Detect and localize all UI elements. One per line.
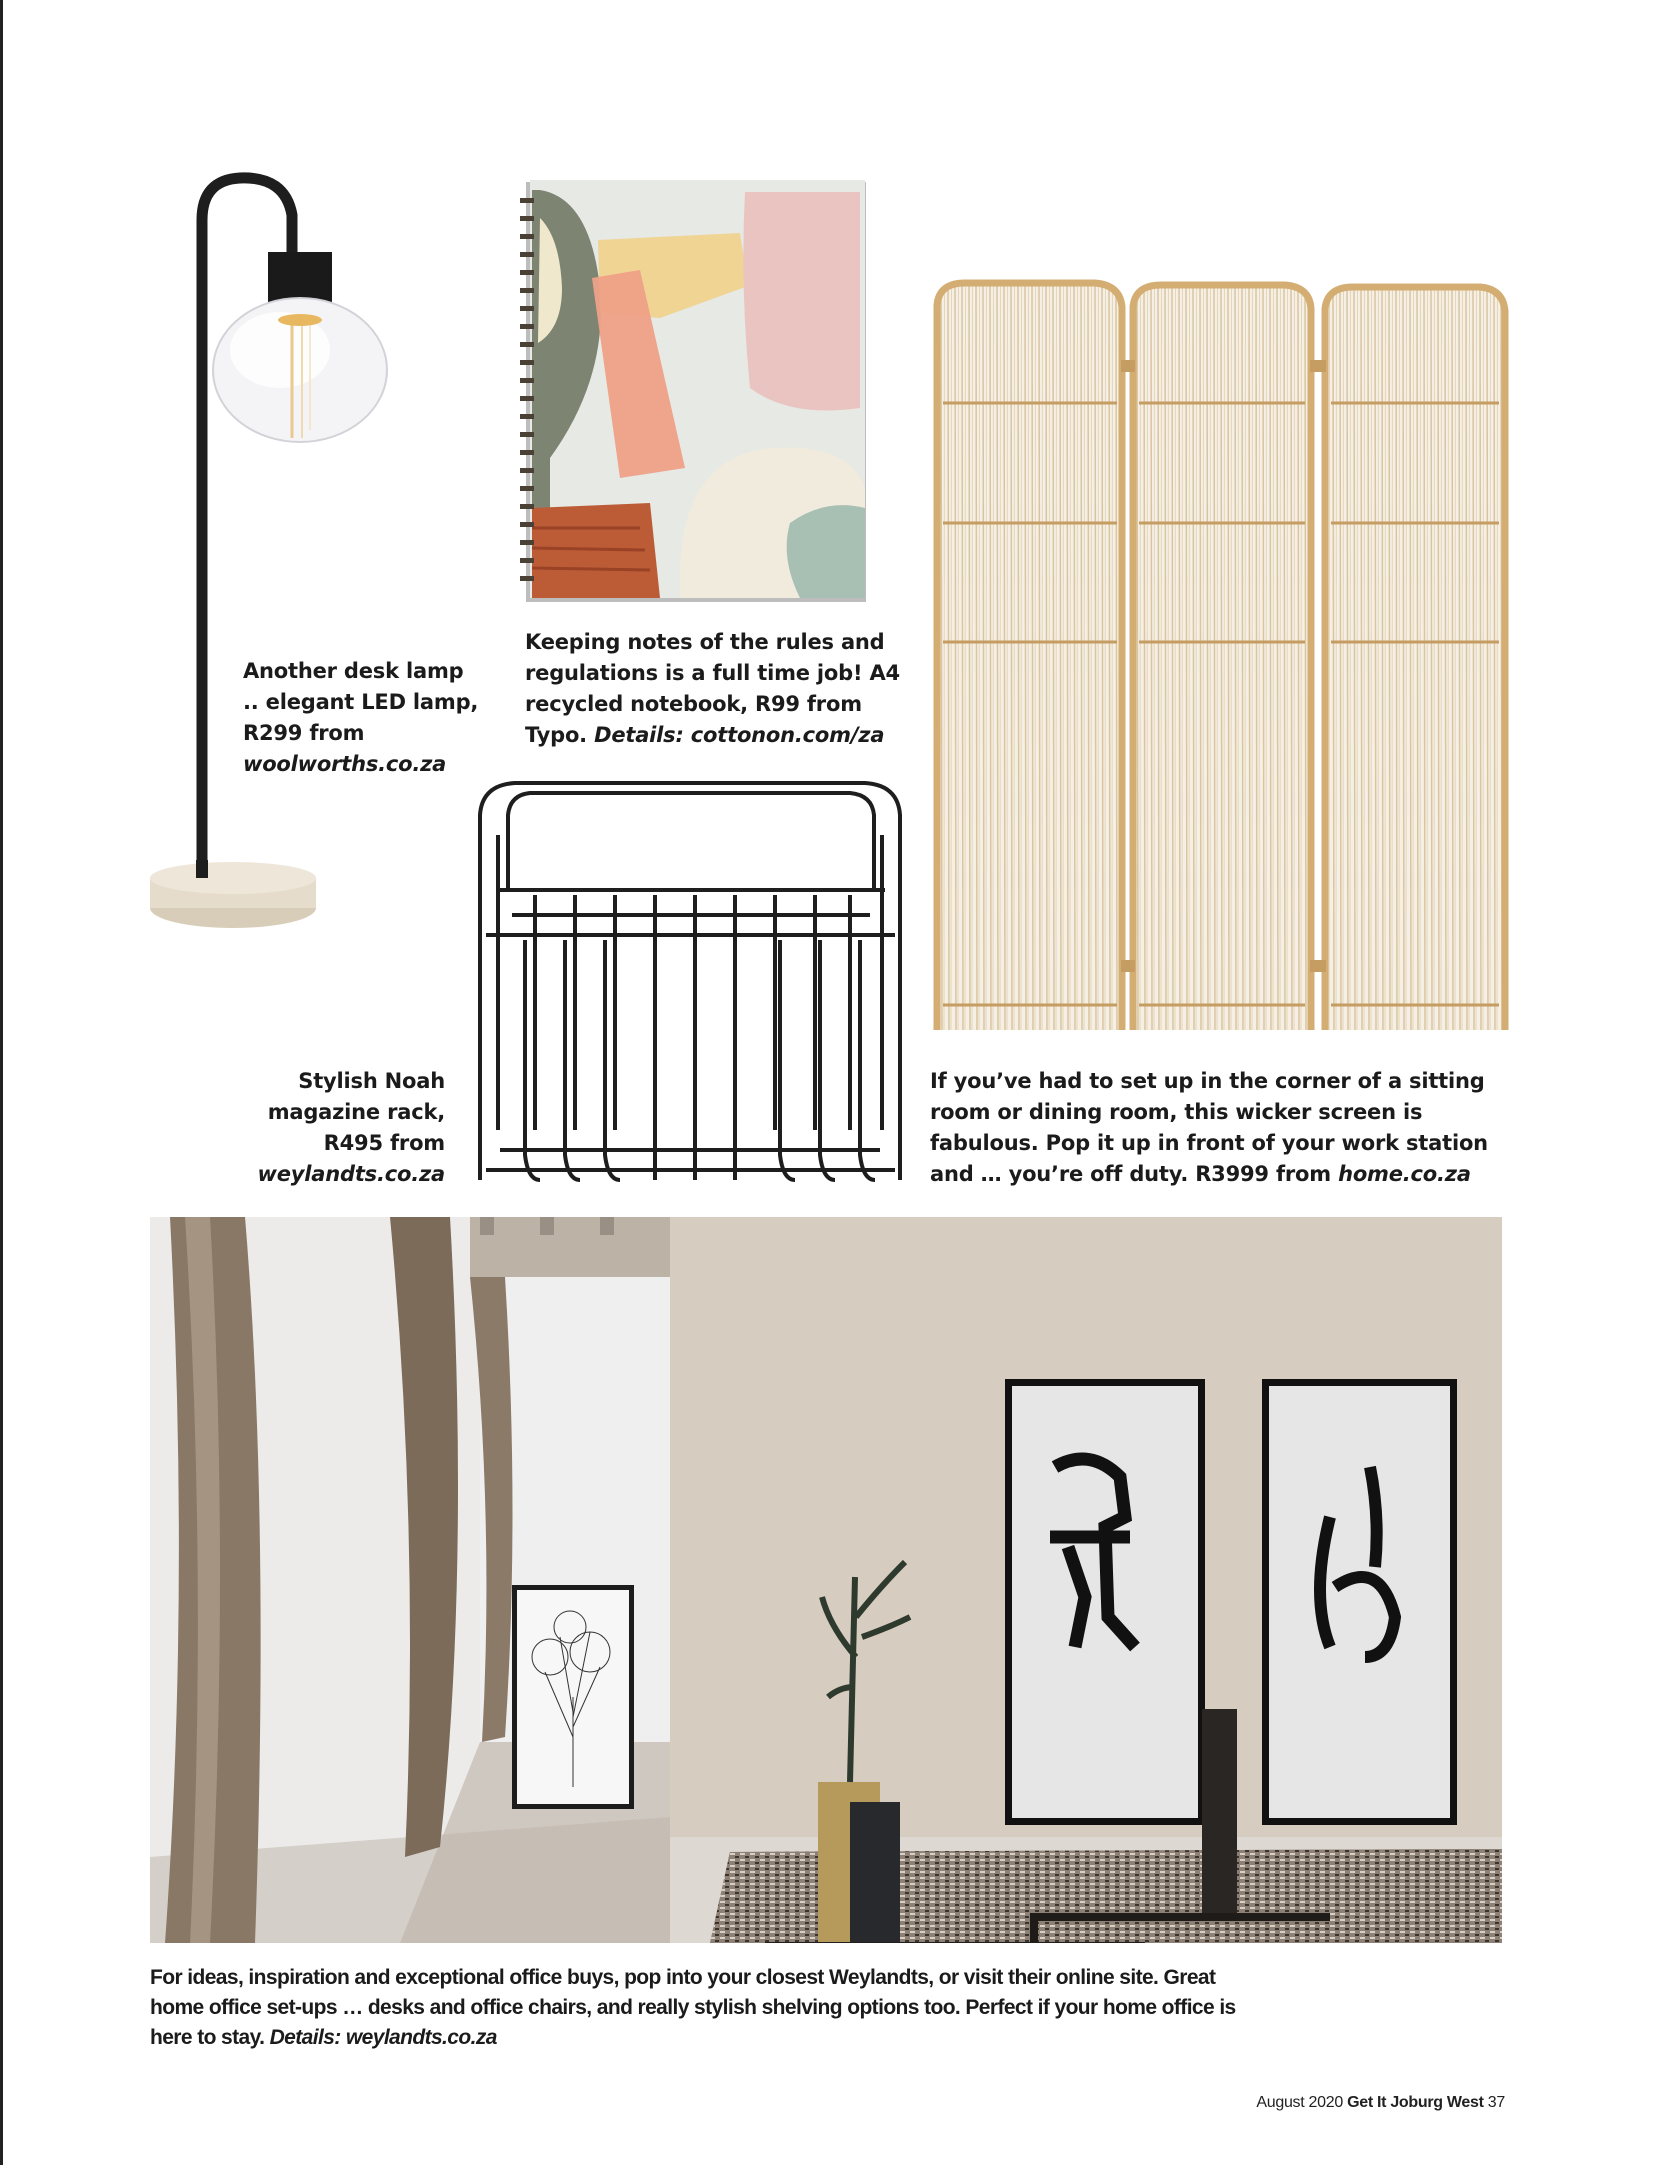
feature-caption <box>150 1963 1510 2053</box>
wicker-screen-caption <box>930 1066 1510 1190</box>
feature-details-label: Details: <box>269 2026 341 2049</box>
lamp-caption-line: R299 from <box>243 721 365 745</box>
lamp-caption <box>243 656 483 780</box>
notebook-caption-line: Keeping notes of the rules and <box>525 630 885 654</box>
feature-caption-line: home office set-ups … desks and office chairs, and really stylish shelving options too. Perfect if your home office is <box>150 1996 1236 2019</box>
lamp-retailer-link[interactable]: woolworths.co.za <box>243 752 447 776</box>
page-folio <box>1250 2094 1505 2112</box>
page-edge <box>0 0 3 2165</box>
notebook-caption <box>525 627 905 751</box>
wicker-screen-image <box>925 275 1515 1035</box>
feature-caption-prefix: here to stay. <box>150 2026 265 2049</box>
wicker-screen-caption-line: fabulous. Pop it up in front of your work station <box>930 1131 1488 1155</box>
wicker-screen-retailer-link[interactable]: home.co.za <box>1338 1162 1471 1186</box>
feature-retailer-link[interactable]: weylandts.co.za <box>345 2026 497 2049</box>
magazine-rack-caption-line: Stylish Noah <box>298 1069 445 1093</box>
magazine-rack-retailer-link[interactable]: weylandts.co.za <box>257 1162 445 1186</box>
lamp-caption-line: Another desk lamp <box>243 659 464 683</box>
folio-issue: August 2020 <box>1256 2094 1343 2111</box>
magazine-rack-caption <box>230 1066 445 1190</box>
wicker-screen-caption-prefix: and … you’re off duty. R3999 from <box>930 1162 1331 1186</box>
feature-caption-line: For ideas, inspiration and exceptional office buys, pop into your closest Weylandts, or visit their online site. Great <box>150 1966 1216 1989</box>
notebook-caption-prefix: Typo. <box>525 723 587 747</box>
notebook-caption-line: regulations is a full time job! A4 <box>525 661 900 685</box>
feature-photo <box>150 1217 1502 1943</box>
folio-page-number: 37 <box>1487 2094 1505 2111</box>
magazine-rack-caption-line: magazine rack, <box>267 1100 445 1124</box>
magazine-rack-caption-line: R495 from <box>323 1131 445 1155</box>
wicker-screen-caption-line: If you’ve had to set up in the corner of a sitting <box>930 1069 1485 1093</box>
wicker-screen-caption-line: room or dining room, this wicker screen is <box>930 1100 1423 1124</box>
magazine-rack-image <box>470 775 910 1185</box>
folio-publication: Get It Joburg West <box>1347 2094 1484 2111</box>
notebook-details-label: Details: <box>594 723 684 747</box>
lamp-caption-line: .. elegant LED lamp, <box>243 690 479 714</box>
notebook-caption-line: recycled notebook, R99 from <box>525 692 862 716</box>
lamp-image <box>140 160 470 940</box>
notebook-image <box>520 178 870 603</box>
notebook-retailer-link[interactable]: cottonon.com/za <box>690 723 885 747</box>
